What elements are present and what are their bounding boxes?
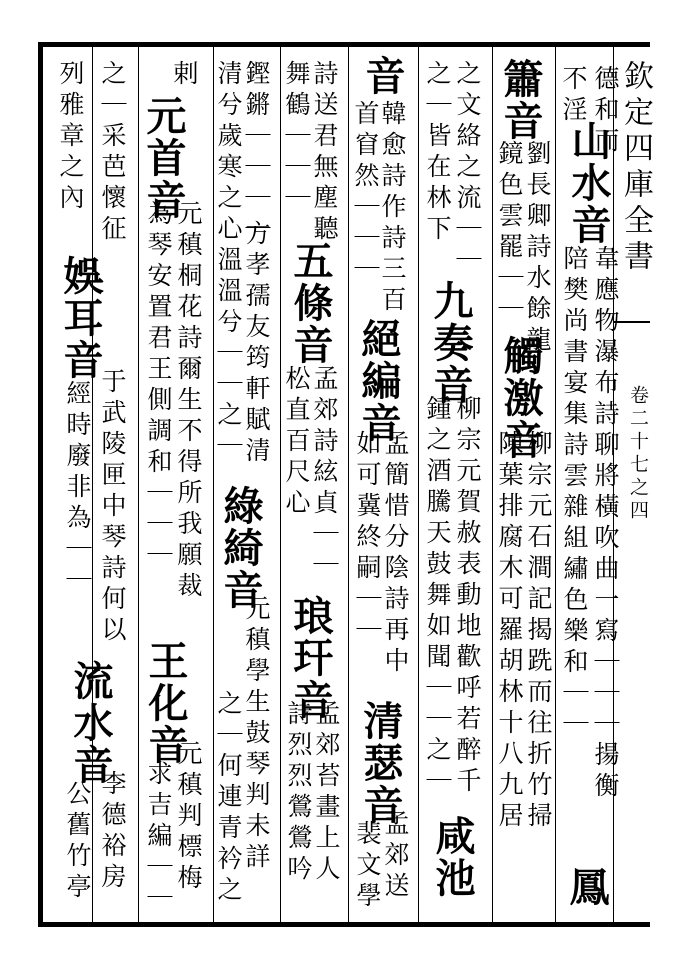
text-column-8: 之｜采芭懷征 [98, 60, 127, 246]
text-column-8b: 列雅章之內 [56, 60, 85, 215]
entry-note: 孟簡惜分陰詩再中 [381, 430, 410, 678]
column-rule [138, 47, 139, 922]
column-rule [555, 47, 556, 922]
entry-note: 柳宗元賀赦表動地歡呼若醉千 [453, 395, 482, 798]
entry-heading-chujiyin: 觸激音 [497, 335, 544, 461]
entry-note: 李德裕房 [98, 770, 127, 894]
entry-note: 鍾之酒騰天鼓舞如聞｜｜之｜ [423, 395, 452, 798]
entry-heading-qingseyin: 清瑟音 [357, 700, 404, 826]
entry-note: 韓愈詩作詩三百 [378, 100, 407, 317]
entry-note: 陳葉排腐木可羅胡林十八九居 [495, 430, 524, 833]
entry-heading-langganyin: 琅玕音 [287, 595, 334, 721]
entry-heading-yin: 音 [359, 55, 406, 97]
text-column-3b: 之｜皆在林下 [423, 60, 452, 246]
text-column-5b: 舞鶴｜｜｜ [282, 60, 311, 215]
entry-note: 元稹判標梅 [174, 740, 203, 895]
entry-note: 孟郊送 [381, 810, 410, 903]
text-column-5: 詩送君無塵聽 [310, 60, 339, 246]
entry-note: 鏡色雲罷｜｜ [495, 140, 524, 326]
frame-border-top [38, 42, 650, 47]
column-rule [92, 47, 93, 922]
entry-note: 柳宗元石澗記揭跣而往折竹掃 [524, 430, 553, 833]
column-rule [348, 47, 349, 922]
volume-label: 卷二十七之四 [627, 385, 649, 523]
column-rule [492, 47, 493, 922]
entry-heading-shanshuiyin: 山水音 [565, 120, 612, 246]
text-column-6b: 清兮歲寒之心溫溫兮｜｜之｜ [214, 60, 243, 463]
entry-note: 劉長卿詩水餘龍 [523, 140, 552, 357]
text-column-1: 德和而 [591, 65, 620, 158]
text-column-7: 剌 [170, 60, 199, 91]
entry-heading-jiuzouyin: 九奏音 [427, 280, 474, 406]
entry-note: 孟郊詩絃貞｜｜ [310, 365, 339, 582]
entry-heading-juebianyin: 絕編音 [355, 318, 402, 444]
book-title: 欽定四庫全書 [618, 60, 653, 276]
entry-note: 如可冀終嗣｜｜ [353, 430, 382, 647]
frame-border-bottom [38, 922, 650, 927]
entry-note: 詩烈烈鶯鶯吟 [284, 700, 313, 886]
entry-note: 于武陵匣中琴詩何以 [98, 368, 127, 647]
entry-note: 松直百尺心 [282, 365, 311, 520]
entry-heading-xianchi: 咸池 [429, 815, 476, 899]
frame-border-left [38, 42, 43, 927]
column-rule [280, 47, 281, 922]
entry-note: 為琴安置君王側調和｜｜｜ [144, 200, 173, 572]
entry-heading-wanghuayin: 王化音 [142, 640, 189, 766]
entry-heading-yuanshouyin: 元首音 [140, 95, 187, 221]
entry-note: 之｜何連青衿之 [214, 690, 243, 907]
entry-note: 首窅然｜｜｜ [351, 100, 380, 286]
entry-heading-xiaoyin: 簫音 [497, 58, 544, 142]
column-rule [418, 47, 419, 922]
entry-heading-lvqiyin: 綠綺音 [217, 485, 264, 611]
entry-note: 裴文學 [353, 820, 382, 913]
entry-heading-yueryin: 娛耳音 [57, 255, 104, 381]
entry-note: 韋應物瀑布詩聊將橫吹曲一寫｜｜｜揚衡 [591, 245, 620, 803]
entry-note: 經時廢非為｜｜ [63, 380, 92, 597]
entry-heading-liushuiyin: 流水音 [67, 660, 114, 786]
entry-heading-wutiaoyin: 五條音 [287, 240, 334, 366]
entry-note: 方孝孺友筠軒賦清 [242, 220, 271, 468]
entry-note: 陪樊尚書宴集詩雲雜組繡色樂和｜｜ [560, 245, 589, 741]
text-column-1b: 不淫 [559, 65, 588, 127]
entry-note: 元稹學生鼓琴判未詳 [242, 595, 271, 874]
text-column-6: 鏗鏘｜｜｜｜ [242, 60, 271, 246]
entry-note: 公舊竹亭 [63, 780, 92, 904]
entry-heading-tail: 鳳 [563, 866, 610, 908]
entry-note: 元稹桐花詩爾生不得所我願裁 [174, 200, 203, 603]
text-column-3: 之文絡之流｜｜ [453, 60, 482, 277]
entry-note: 求吉編｜｜ [144, 760, 173, 915]
entry-note: 孟郊苔畫上人 [312, 700, 341, 886]
